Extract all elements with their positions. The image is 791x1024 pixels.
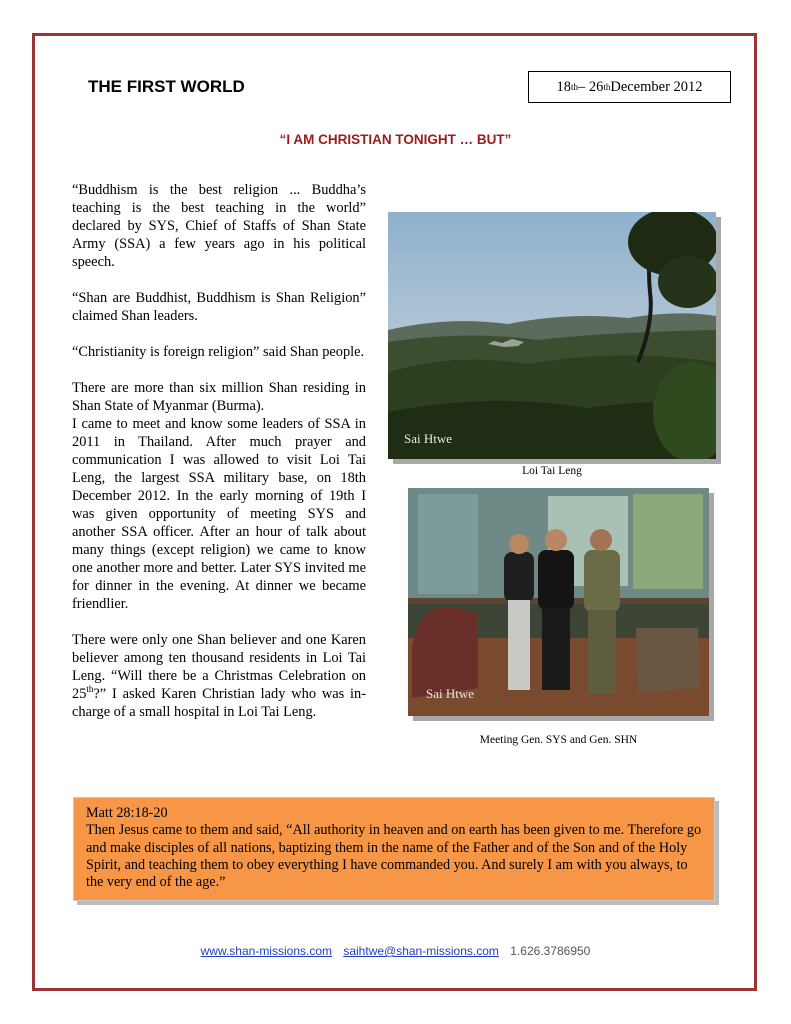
- date-suffix-start: th: [570, 82, 578, 92]
- date-suffix-end: th: [603, 82, 611, 92]
- newsletter-title: THE FIRST WORLD: [88, 77, 245, 96]
- photo-watermark: Sai Htwe: [404, 431, 453, 446]
- date-month-year: December 2012: [610, 78, 703, 95]
- paragraph-4: There are more than six million Shan residing in Shan State of Myanmar (Burma).: [72, 380, 366, 414]
- meeting-image: [408, 488, 709, 716]
- article-body: [72, 181, 366, 739]
- paragraph-3: “Christianity is foreign religion” said Shan people.: [72, 344, 365, 360]
- landscape-image: [388, 212, 716, 459]
- loi-tai-leng-photo: [388, 212, 716, 459]
- paragraph-6-start: There were only one Shan believer and one Karen believer among ten thousand residents in Loi Tai Leng. “Will there be a Christmas Celebration on 25: [72, 632, 366, 702]
- paragraph-6-end: ?” I asked Karen Christian lady who was in-charge of a small hospital in Loi Tai Leng.: [72, 686, 366, 720]
- footer: [0, 944, 791, 958]
- date-range-mid: – 26: [577, 78, 604, 95]
- paragraph-6: [72, 631, 366, 721]
- phone-number: 1.626.3786950: [510, 944, 591, 958]
- photo-watermark-2: Sai Htwe: [426, 686, 475, 701]
- paragraph-1: “Buddhism is the best religion ... Buddha’s teaching is the best teaching in the world” declared by SYS, Chief of Staffs of Shan State Army (SSA) a few years ago in his political speech.: [72, 182, 366, 270]
- date-box: [528, 71, 731, 103]
- photo-caption-loi-tai-leng: Loi Tai Leng: [522, 465, 582, 477]
- website-link[interactable]: www.shan-missions.com: [200, 944, 332, 958]
- paragraph-2: “Shan are Buddhist, Buddhism is Shan Religion” claimed Shan leaders.: [72, 290, 366, 324]
- meeting-photo: [408, 488, 709, 716]
- email-link[interactable]: saihtwe@shan-missions.com: [343, 944, 499, 958]
- scripture-box: [73, 797, 715, 901]
- date-day-start: 18: [556, 78, 571, 95]
- photo-caption-meeting: Meeting Gen. SYS and Gen. SHN: [479, 734, 638, 746]
- article-headline: “I AM CHRISTIAN TONIGHT … BUT”: [279, 132, 512, 147]
- scripture-text: Then Jesus came to them and said, “All authority in heaven and on earth has been given to me. Therefore go and make disciples of all nations, baptizing them in the name of the Father and of the Son and of the Holy Spirit, and teaching them to obey everything I have commanded you. And surely I am with you always, to the very end of the age.”: [86, 822, 702, 891]
- paragraph-6-sup: th: [86, 684, 94, 695]
- paragraph-5: I came to meet and know some leaders of SSA in 2011 in Thailand. After much prayer and communication I was allowed to visit Loi Tai Leng, the largest SSA military base, on 18th December 2012. In the early morning of 19th I was given opportunity of meeting SYS and another SSA officer. After an hour of talk about many things (except religion) we came to know one another more and better. Later SYS invited me for dinner in the evening. At dinner we became friendlier.: [72, 416, 366, 612]
- scripture-reference: Matt 28:18-20: [86, 805, 168, 821]
